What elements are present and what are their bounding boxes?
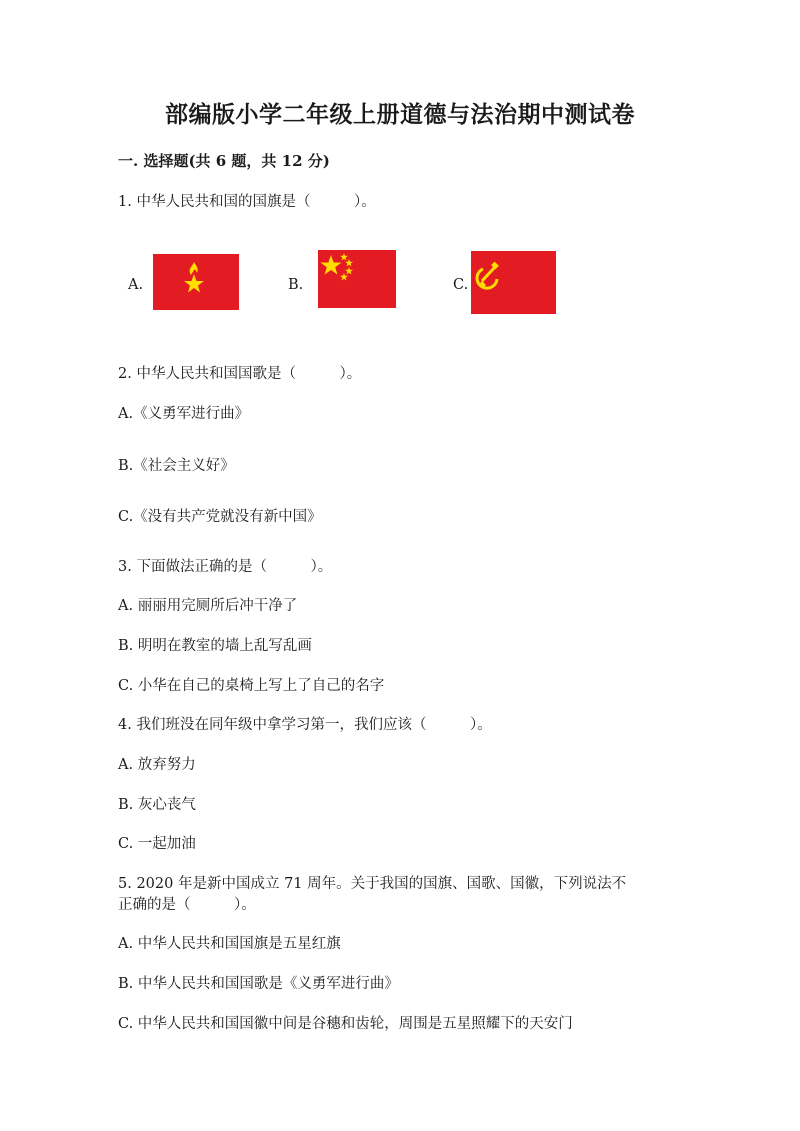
question-5-stem-line-1: 5. 2020 年是新中国成立 71 周年。关于我国的国旗、国歌、国徽，下列说法不 bbox=[118, 876, 627, 892]
question-1-flag-options bbox=[0, 250, 800, 320]
question-1-stem: 1. 中华人民共和国的国旗是（ ）。 bbox=[118, 194, 376, 210]
section-heading: 一. 选择题(共 6 题，共 12 分) bbox=[118, 152, 330, 170]
question-4-option-c: C. 一起加油 bbox=[118, 836, 196, 852]
option-a-label: A. bbox=[128, 277, 144, 293]
party-flag-icon bbox=[471, 251, 556, 314]
young-pioneers-flag-icon bbox=[153, 254, 239, 310]
five-star-red-flag-icon bbox=[318, 250, 396, 308]
question-4-option-b: B. 灰心丧气 bbox=[118, 797, 196, 813]
question-2-option-a: A.《义勇军进行曲》 bbox=[118, 406, 250, 422]
question-3-option-c: C. 小华在自己的桌椅上写上了自己的名字 bbox=[118, 678, 385, 694]
question-5-option-c: C. 中华人民共和国国徽中间是谷穗和齿轮，周围是五星照耀下的天安门 bbox=[118, 1016, 573, 1032]
question-5-stem-line-2: 正确的是（ ）。 bbox=[118, 897, 256, 913]
option-c-label: C. bbox=[453, 277, 469, 293]
question-4-option-a: A. 放弃努力 bbox=[118, 757, 196, 773]
question-3-option-a: A. 丽丽用完厕所后冲干净了 bbox=[118, 598, 298, 614]
question-3-option-b: B. 明明在教室的墙上乱写乱画 bbox=[118, 638, 312, 654]
question-4-stem: 4. 我们班没在同年级中拿学习第一，我们应该（ ）。 bbox=[118, 717, 492, 733]
question-5-option-b: B. 中华人民共和国国歌是《义勇军进行曲》 bbox=[118, 976, 399, 992]
option-b-label: B. bbox=[288, 277, 304, 293]
question-2-option-c: C.《没有共产党就没有新中国》 bbox=[118, 509, 322, 525]
question-5-option-a: A. 中华人民共和国国旗是五星红旗 bbox=[118, 936, 341, 952]
question-2-stem: 2. 中华人民共和国国歌是（ ）。 bbox=[118, 366, 362, 382]
question-2-option-b: B.《社会主义好》 bbox=[118, 458, 235, 474]
question-3-stem: 3. 下面做法正确的是（ ）。 bbox=[118, 559, 333, 575]
page-title: 部编版小学二年级上册道德与法治期中测试卷 bbox=[165, 101, 635, 128]
